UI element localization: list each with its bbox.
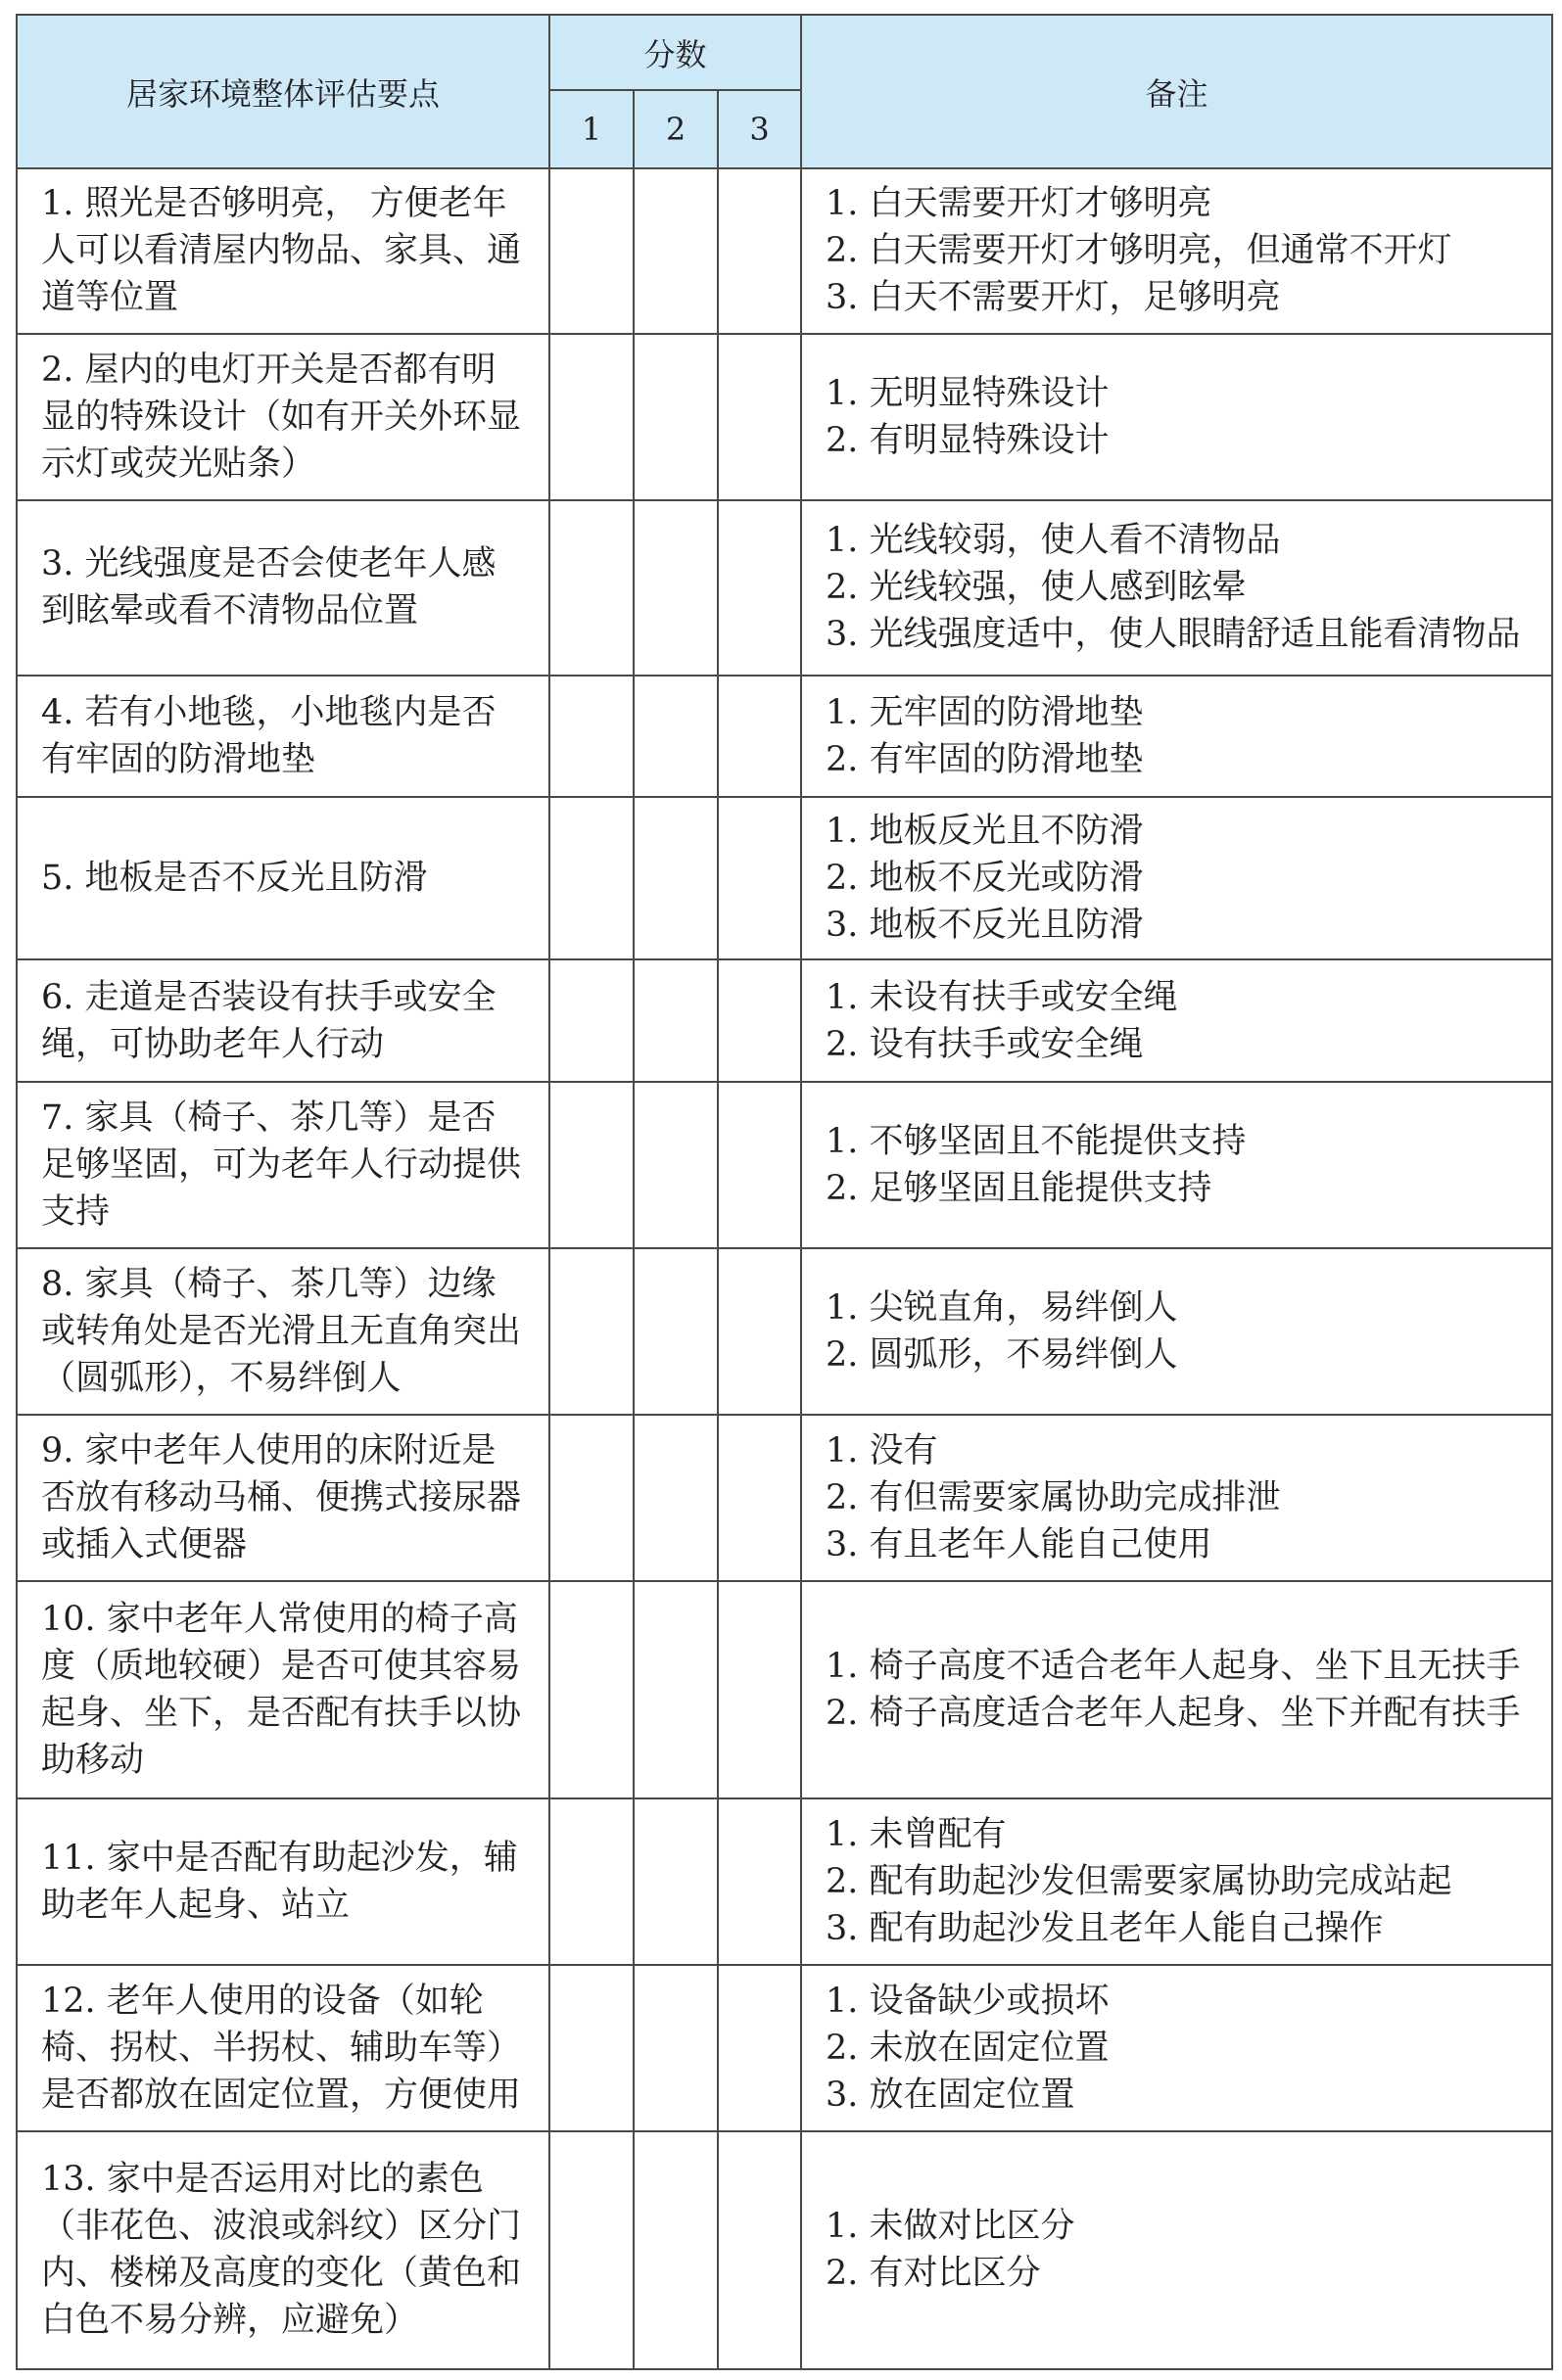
score-cell-2[interactable]	[634, 2131, 718, 2369]
remark-option: 2. 足够坚固且能提供支持	[826, 1168, 1212, 1208]
table-row	[17, 797, 1552, 959]
remark-option: 3. 配有助起沙发且老年人能自己操作	[826, 1908, 1384, 1948]
score-cell-2[interactable]	[634, 1415, 718, 1581]
remark-cell	[801, 1082, 1552, 1248]
remark-cell	[801, 334, 1552, 500]
assessment-item: 3. 光线强度是否会使老年人感到眩晕或看不清物品位置	[17, 500, 549, 676]
score-cell-2[interactable]	[634, 1965, 718, 2131]
score-cell-1[interactable]	[549, 1965, 634, 2131]
score-cell-1[interactable]	[549, 1798, 634, 1965]
score-cell-1[interactable]	[549, 168, 634, 334]
remark-option: 1. 尖锐直角，易绊倒人	[826, 1287, 1178, 1328]
assessment-item: 9. 家中老年人使用的床附近是否放有移动马桶、便携式接尿器或插入式便器	[17, 1415, 549, 1581]
remark-option: 2. 有牢固的防滑地垫	[826, 740, 1144, 780]
remark-option: 2. 有但需要家属协助完成排泄	[826, 1477, 1281, 1517]
remark-option: 1. 光线较弱，使人看不清物品	[826, 521, 1281, 561]
score-cell-3[interactable]	[718, 168, 801, 334]
remark-cell	[801, 500, 1552, 676]
header-score-3: 3	[718, 90, 801, 168]
remark-cell	[801, 1581, 1552, 1798]
score-cell-3[interactable]	[718, 1798, 801, 1965]
score-cell-2[interactable]	[634, 334, 718, 500]
table-row	[17, 1798, 1552, 1965]
remark-option: 2. 圆弧形，不易绊倒人	[826, 1334, 1178, 1375]
assessment-item: 7. 家具（椅子、茶几等）是否足够坚固，可为老年人行动提供支持	[17, 1082, 549, 1248]
score-cell-1[interactable]	[549, 1415, 634, 1581]
score-cell-2[interactable]	[634, 1798, 718, 1965]
score-cell-1[interactable]	[549, 1082, 634, 1248]
score-cell-3[interactable]	[718, 959, 801, 1082]
score-cell-3[interactable]	[718, 2131, 801, 2369]
score-cell-3[interactable]	[718, 1965, 801, 2131]
score-cell-2[interactable]	[634, 1581, 718, 1798]
remark-cell	[801, 1415, 1552, 1581]
score-cell-2[interactable]	[634, 1248, 718, 1415]
score-cell-3[interactable]	[718, 1248, 801, 1415]
remark-option: 1. 未做对比区分	[826, 2207, 1075, 2247]
remark-option: 3. 白天不需要开灯，足够明亮	[826, 278, 1281, 318]
header-item-col: 居家环境整体评估要点	[17, 15, 549, 168]
score-cell-3[interactable]	[718, 797, 801, 959]
remark-cell	[801, 2131, 1552, 2369]
score-cell-1[interactable]	[549, 676, 634, 798]
remark-cell	[801, 676, 1552, 798]
assessment-item: 4. 若有小地毯，小地毯内是否有牢固的防滑地垫	[17, 676, 549, 798]
score-cell-1[interactable]	[549, 1248, 634, 1415]
table-row	[17, 676, 1552, 798]
table-row	[17, 168, 1552, 334]
assessment-item: 5. 地板是否不反光且防滑	[17, 797, 549, 959]
remark-option: 2. 光线较强，使人感到眩晕	[826, 568, 1247, 608]
remark-option: 3. 光线强度适中，使人眼睛舒适且能看清物品	[826, 615, 1521, 655]
table-row	[17, 1581, 1552, 1798]
score-cell-3[interactable]	[718, 1581, 801, 1798]
remark-option: 1. 未设有扶手或安全绳	[826, 977, 1178, 1017]
table-body	[17, 168, 1552, 2369]
remark-option: 1. 无牢固的防滑地垫	[826, 693, 1144, 733]
table-row	[17, 334, 1552, 500]
header-remark-col: 备注	[801, 15, 1552, 168]
assessment-item: 10. 家中老年人常使用的椅子高度（质地较硬）是否可使其容易起身、坐下，是否配有扶手以协助移动	[17, 1581, 549, 1798]
assessment-item: 13. 家中是否运用对比的素色（非花色、波浪或斜纹）区分门内、楼梯及高度的变化（黄色和白色不易分辨，应避免）	[17, 2131, 549, 2369]
score-cell-1[interactable]	[549, 334, 634, 500]
score-cell-2[interactable]	[634, 676, 718, 798]
table-row	[17, 2131, 1552, 2369]
table-row	[17, 500, 1552, 676]
score-cell-3[interactable]	[718, 1415, 801, 1581]
score-cell-3[interactable]	[718, 334, 801, 500]
score-cell-1[interactable]	[549, 1581, 634, 1798]
header-score-2: 2	[634, 90, 718, 168]
header-score-1: 1	[549, 90, 634, 168]
remark-cell	[801, 1248, 1552, 1415]
score-cell-3[interactable]	[718, 676, 801, 798]
assessment-item: 6. 走道是否装设有扶手或安全绳，可协助老年人行动	[17, 959, 549, 1082]
score-cell-2[interactable]	[634, 959, 718, 1082]
score-cell-1[interactable]	[549, 959, 634, 1082]
score-cell-2[interactable]	[634, 500, 718, 676]
remark-option: 2. 白天需要开灯才够明亮，但通常不开灯	[826, 231, 1452, 271]
remark-option: 1. 不够坚固且不能提供支持	[826, 1121, 1247, 1161]
remark-cell	[801, 168, 1552, 334]
header-score-col: 分数	[549, 15, 801, 90]
score-cell-2[interactable]	[634, 1082, 718, 1248]
remark-cell	[801, 959, 1552, 1082]
remark-option: 1. 地板反光且不防滑	[826, 812, 1144, 852]
remark-option: 1. 设备缺少或损坏	[826, 1981, 1110, 2021]
remark-cell	[801, 1965, 1552, 2131]
score-cell-2[interactable]	[634, 797, 718, 959]
remark-option: 1. 椅子高度不适合老年人起身、坐下且无扶手	[826, 1646, 1521, 1686]
remark-option: 2. 未放在固定位置	[826, 2028, 1110, 2068]
score-cell-1[interactable]	[549, 797, 634, 959]
score-cell-3[interactable]	[718, 1082, 801, 1248]
remark-option: 3. 有且老年人能自己使用	[826, 1524, 1212, 1564]
assessment-item: 12. 老年人使用的设备（如轮椅、拐杖、半拐杖、辅助车等）是否都放在固定位置，方便使用	[17, 1965, 549, 2131]
remark-option: 1. 无明显特殊设计	[826, 373, 1110, 413]
remark-option: 1. 白天需要开灯才够明亮	[826, 184, 1212, 224]
remark-option: 2. 有明显特殊设计	[826, 420, 1110, 460]
remark-option: 2. 配有助起沙发但需要家属协助完成站起	[826, 1861, 1452, 1901]
assessment-item: 8. 家具（椅子、茶几等）边缘或转角处是否光滑且无直角突出（圆弧形），不易绊倒人	[17, 1248, 549, 1415]
table-row	[17, 1415, 1552, 1581]
remark-option: 1. 没有	[826, 1430, 938, 1470]
assessment-item: 11. 家中是否配有助起沙发，辅助老年人起身、站立	[17, 1798, 549, 1965]
remark-option: 1. 未曾配有	[826, 1814, 1007, 1854]
score-cell-2[interactable]	[634, 168, 718, 334]
remark-option: 3. 地板不反光且防滑	[826, 906, 1144, 946]
score-cell-1[interactable]	[549, 500, 634, 676]
table-row	[17, 959, 1552, 1082]
remark-option: 2. 设有扶手或安全绳	[826, 1024, 1144, 1064]
remark-option: 3. 放在固定位置	[826, 2075, 1075, 2115]
table-row	[17, 1248, 1552, 1415]
assessment-table	[16, 14, 1553, 2370]
remark-option: 2. 地板不反光或防滑	[826, 859, 1144, 899]
table-row	[17, 1965, 1552, 2131]
assessment-item: 2. 屋内的电灯开关是否都有明显的特殊设计（如有开关外环显示灯或荧光贴条）	[17, 334, 549, 500]
table-row	[17, 1082, 1552, 1248]
score-cell-3[interactable]	[718, 500, 801, 676]
remark-option: 2. 有对比区分	[826, 2254, 1041, 2294]
assessment-item: 1. 照光是否够明亮， 方便老年人可以看清屋内物品、家具、通道等位置	[17, 168, 549, 334]
score-cell-1[interactable]	[549, 2131, 634, 2369]
remark-option: 2. 椅子高度适合老年人起身、坐下并配有扶手	[826, 1693, 1521, 1733]
remark-cell	[801, 1798, 1552, 1965]
remark-cell	[801, 797, 1552, 959]
